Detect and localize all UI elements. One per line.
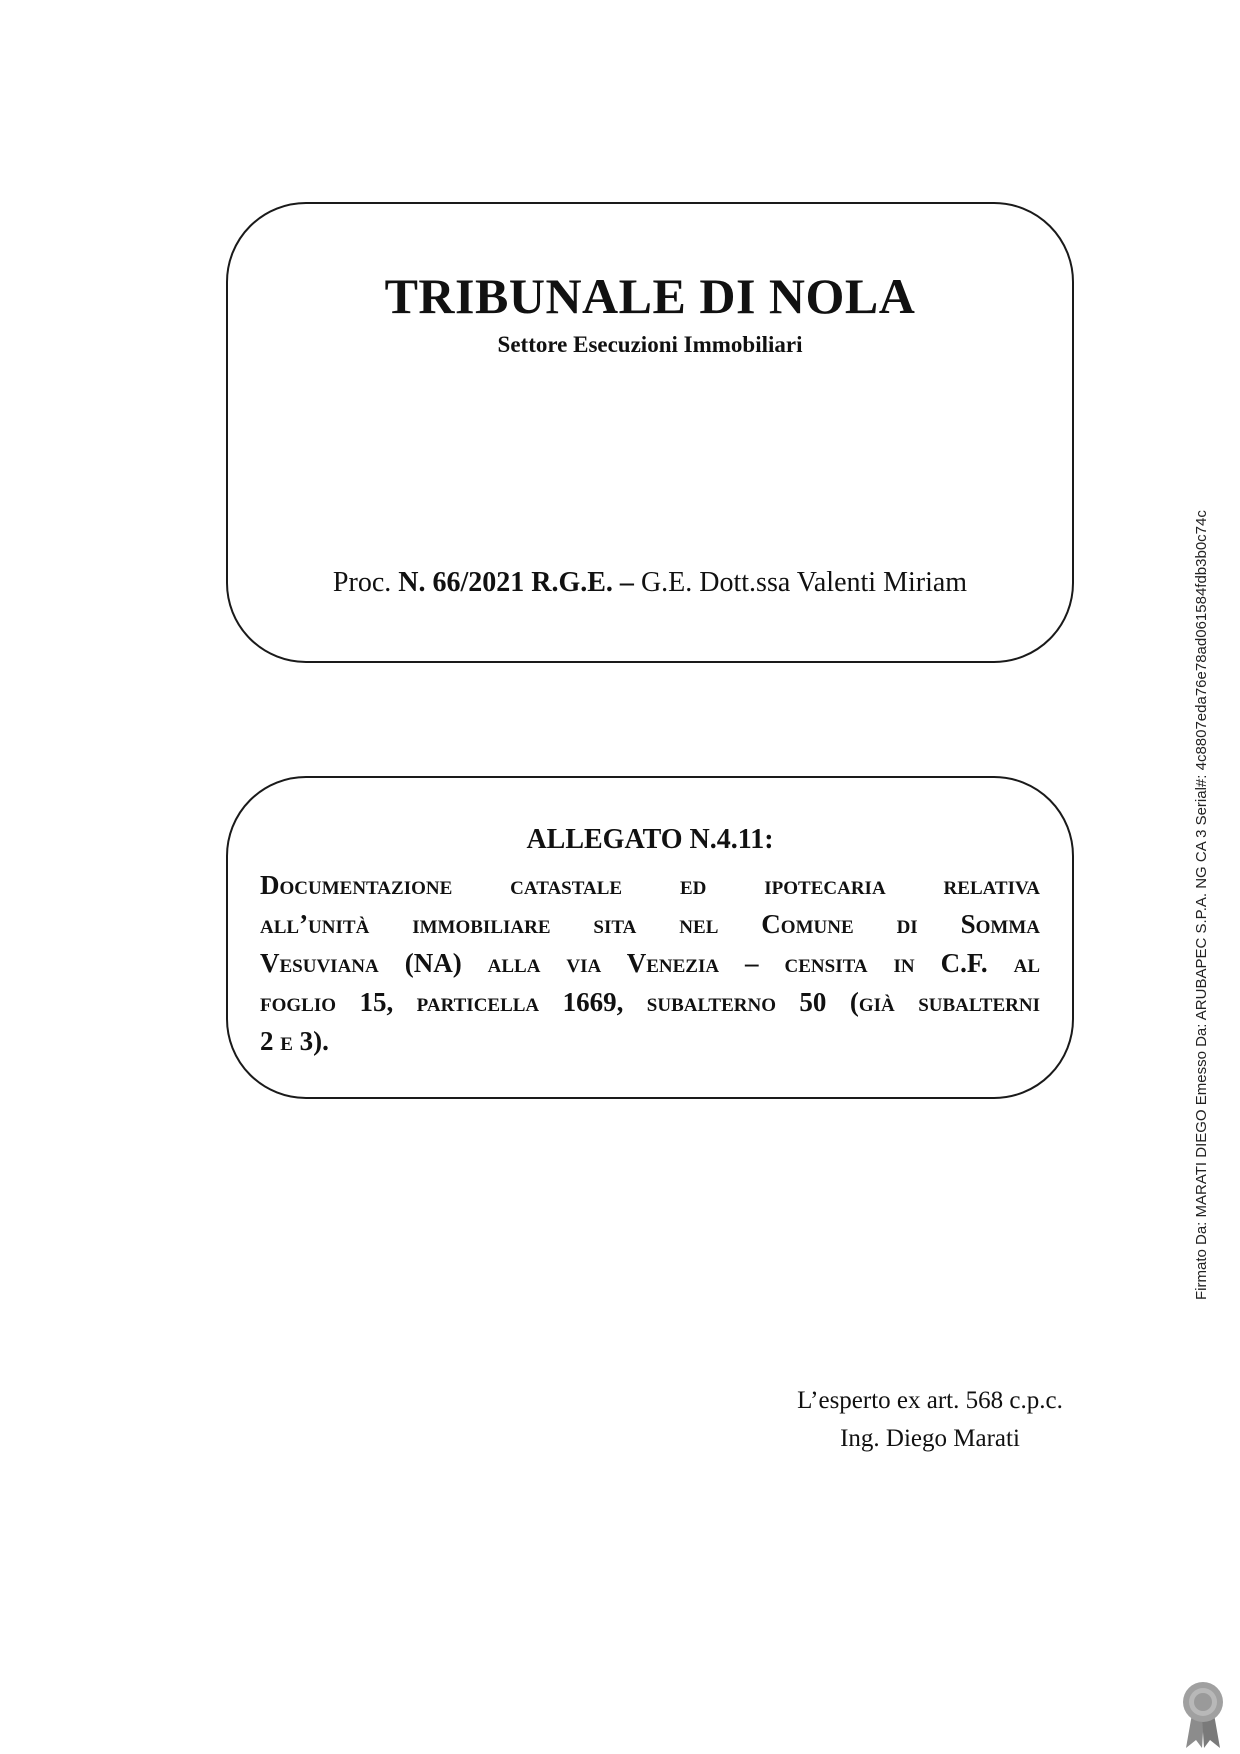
digital-signature-note: Firmato Da: MARATI DIEGO Emesso Da: ARUBAPEC S.P.A. NG CA 3 Serial#: 4c8807eda76e78ad061584fdb3b0c74c: [1193, 510, 1210, 1300]
allegato-description-line: all’unità immobiliare sita nel Comune di Somma: [260, 909, 1040, 939]
allegato-description: [260, 866, 1040, 1061]
signature-block: [770, 1382, 1090, 1458]
court-title: TRIBUNALE DI NOLA: [384, 268, 916, 324]
procedure-prefix: Proc.: [332, 567, 399, 598]
seal-ribbon-icon: [1180, 1680, 1226, 1750]
allegato-description-line: Vesuviana (NA) alla via Venezia – censita in C.F. al: [260, 948, 1040, 978]
allegato-description-line: foglio 15, particella 1669, subalterno 50 (già subalterni: [260, 987, 1040, 1017]
procedure-number: N. 66/2021 R.G.E. –: [398, 567, 634, 598]
allegato-box: [226, 776, 1074, 1099]
allegato-description-line: 2 e 3).: [260, 1026, 329, 1056]
signature-role: L’esperto ex art. 568 c.p.c.: [797, 1387, 1063, 1414]
procedure-judge: G.E. Dott.ssa Valenti Miriam: [633, 567, 968, 598]
signature-name: Ing. Diego Marati: [840, 1425, 1020, 1452]
allegato-description-line: Documentazione catastale ed ipotecaria relativa: [260, 870, 1040, 900]
header-box: [226, 202, 1074, 663]
procedure-line: [228, 567, 1072, 599]
allegato-title: ALLEGATO N.4.11:: [526, 824, 774, 855]
court-subtitle: Settore Esecuzioni Immobiliari: [497, 332, 803, 357]
